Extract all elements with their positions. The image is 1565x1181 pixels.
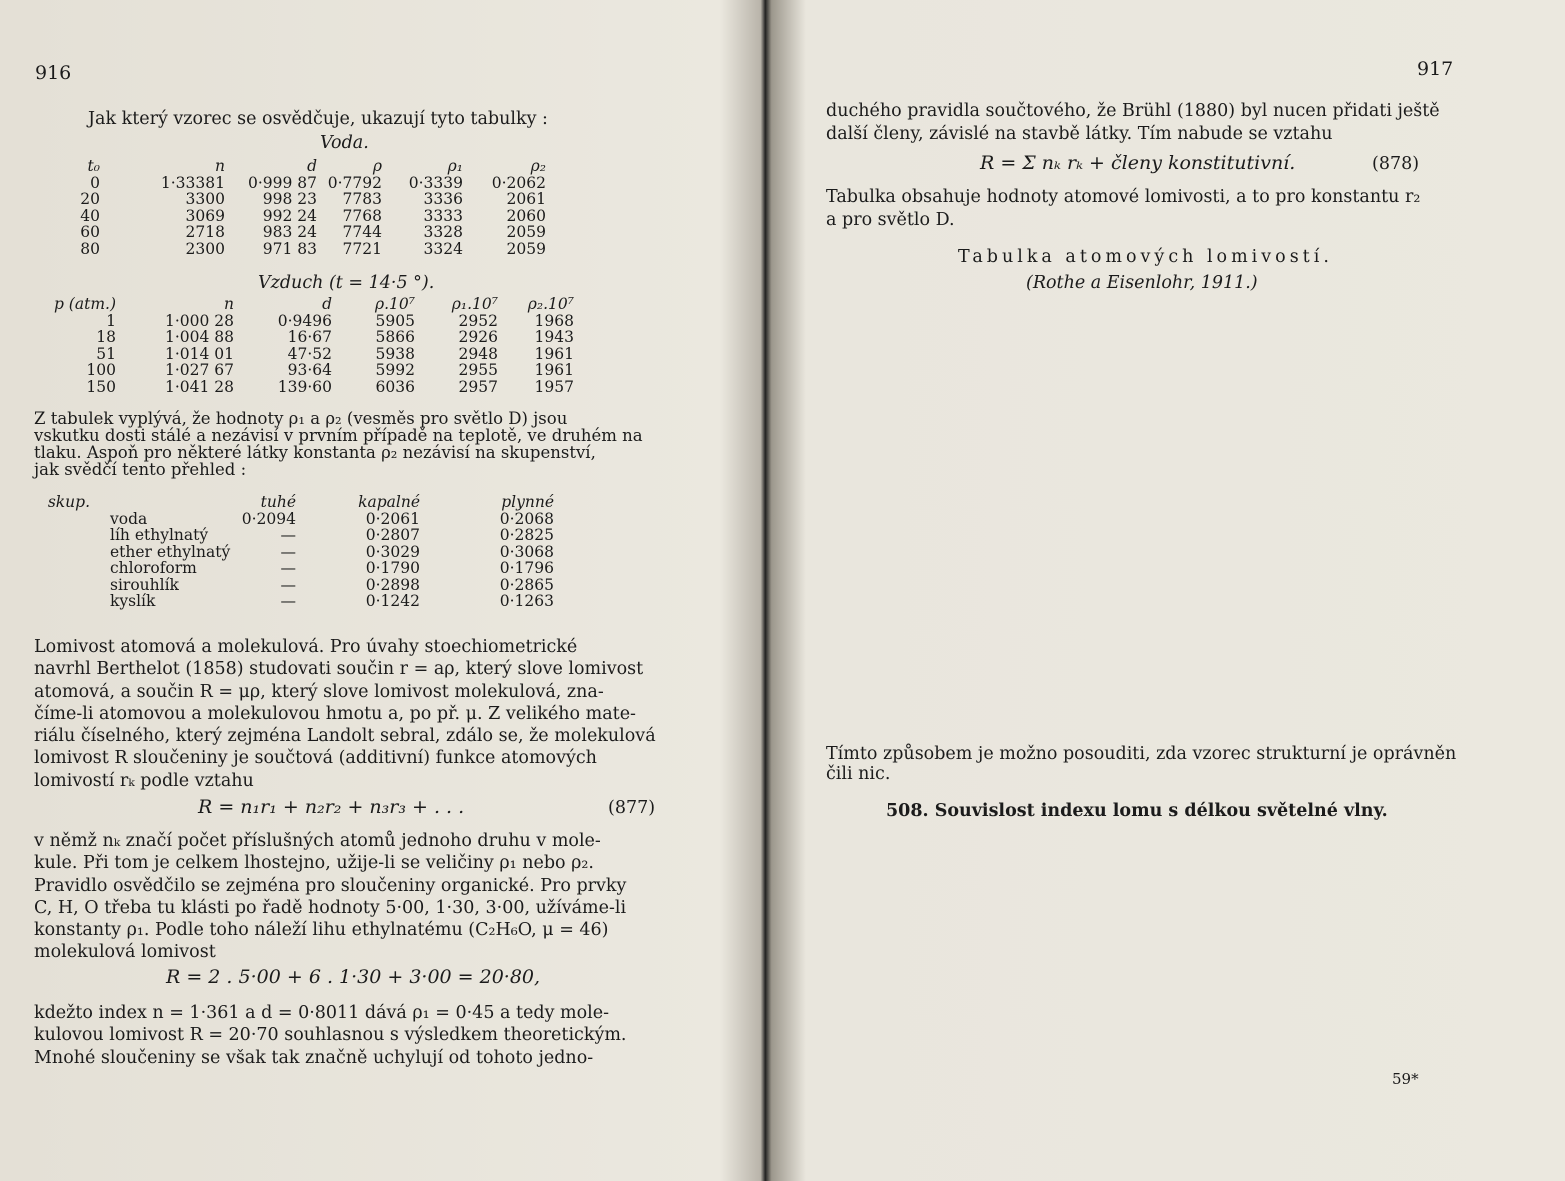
table-cell: 139·60	[277, 377, 332, 396]
table-header-cell: ρ₂.10⁷	[527, 295, 574, 313]
paragraph-bruhl	[826, 100, 1456, 146]
right-page	[762, 0, 1565, 1181]
table-cell: 7783	[342, 190, 382, 208]
footer-signature-mark: 59*	[1392, 1070, 1419, 1088]
table-cell: 3328	[423, 223, 463, 241]
table-cell: —	[280, 592, 296, 610]
table-cell: 1·004 88	[164, 328, 234, 346]
paragraph-atomic-refraction	[34, 636, 654, 792]
text-line: kule. Při tom je celkem lhostejno, užije-li se veličiny ρ₁ nebo ρ₂.	[34, 853, 594, 874]
equation-878: R = Σ nₖ rₖ + členy konstitutivní.	[980, 152, 1296, 174]
text-line: číme-li atomovou a molekulovou hmotu a, po př. μ. Z velikého mate-	[34, 703, 636, 724]
text-line: lomivostí rₖ podle vztahu	[34, 770, 254, 791]
table-cell: 1961	[534, 344, 574, 363]
table-cell: 3324	[423, 239, 463, 258]
table-cell: 3336	[423, 190, 463, 208]
paragraph-deviation	[34, 1002, 654, 1069]
table-cell: 1·33381	[160, 173, 225, 192]
table-cell: 1943	[534, 328, 574, 346]
table-cell: 60	[80, 223, 100, 241]
table-cell: 5866	[375, 328, 415, 346]
table-cell: 1·041 28	[164, 377, 234, 396]
table-cell: 992 24	[262, 206, 317, 225]
air-table	[53, 295, 578, 396]
table-cell: 5938	[375, 344, 415, 363]
table-cell: 100	[86, 361, 116, 379]
table-cell: 1·027 67	[164, 361, 234, 379]
text-line: Z tabulek vyplývá, že hodnoty ρ₁ a ρ₂ (vesměs pro světlo D) jsou	[34, 409, 568, 428]
table-header-row	[87, 157, 590, 175]
equation-ethanol: R = 2 . 5·00 + 6 . 1·30 + 3·00 = 20·80,	[166, 966, 541, 988]
text-line: C, H, O třeba tu klásti po řadě hodnoty 5·00, 1·30, 3·00, užíváme-li	[34, 897, 627, 918]
table-cell: —	[280, 575, 296, 594]
table-cell: 0·2898	[365, 575, 420, 594]
table-cell: —	[280, 542, 296, 561]
table-row	[110, 511, 590, 528]
equation-877-number: (877)	[608, 798, 656, 818]
paragraph-conclusion	[826, 744, 1466, 784]
table-cell: chloroform	[110, 559, 197, 577]
table-cell: sirouhlík	[110, 575, 179, 594]
table-row	[110, 527, 590, 544]
table-header-cell: p (atm.)	[53, 295, 116, 313]
table-cell: 0·1796	[499, 559, 554, 577]
table-cell: 1	[106, 311, 116, 330]
table-cell: 93·64	[287, 361, 332, 379]
water-table-title: Voda.	[320, 133, 369, 153]
air-table-title: Vzduch (t = 14·5 °).	[258, 273, 435, 293]
table-cell: 1961	[534, 361, 574, 379]
table-cell: 0·2094	[241, 509, 296, 528]
table-cell: 2060	[506, 206, 546, 225]
table-cell: 2957	[458, 377, 498, 396]
table-row	[58, 313, 578, 330]
table-cell: 2952	[458, 311, 498, 330]
table-cell: voda	[110, 509, 148, 528]
table-cell: 983 24	[262, 223, 317, 241]
table-cell: 7768	[342, 206, 382, 225]
equation-877: R = n₁r₁ + n₂r₂ + n₃r₃ + . . .	[198, 796, 465, 818]
text-line: v němž nₖ značí počet příslušných atomů jednoho druhu v mole-	[34, 831, 601, 851]
page-number-right: 917	[1417, 58, 1454, 80]
table-header-row	[47, 493, 590, 511]
table-cell: 80	[80, 239, 100, 258]
table-row	[110, 593, 590, 610]
table-row	[80, 239, 590, 258]
table-cell: 0·1790	[365, 559, 420, 577]
table-cell: 20	[80, 190, 100, 208]
table-cell: 16·67	[287, 328, 332, 346]
table-cell: 1·000 28	[164, 311, 234, 330]
text-line: navrhl Berthelot (1858) studovati součin r = aρ, který slove lomivost	[34, 659, 644, 680]
text-line: atomová, a součin R = μρ, který slove lomivost molekulová, zna-	[34, 681, 604, 702]
table-cell: 150	[86, 377, 116, 396]
table-cell: 2955	[458, 361, 498, 379]
table-header-cell: d	[322, 295, 332, 313]
table-header-cell: n	[215, 157, 225, 175]
table-row	[110, 544, 590, 561]
table-cell: 0·1263	[499, 592, 554, 610]
table-cell: 0·9496	[277, 311, 332, 330]
table-cell: líh ethylnatý	[110, 526, 209, 544]
table-cell: 3333	[423, 206, 463, 225]
table-row	[80, 223, 590, 241]
table-cell: 6036	[375, 377, 415, 396]
table-header-cell: ρ₁	[447, 157, 463, 175]
table-cell: 0·3068	[499, 542, 554, 561]
table-cell: 3300	[185, 190, 225, 208]
table-row	[80, 190, 590, 208]
table-cell: 51	[96, 344, 116, 363]
table-row	[90, 175, 590, 192]
table-cell: 0·2825	[499, 526, 554, 544]
table-cell: 0·2068	[499, 509, 554, 528]
table-row	[110, 560, 590, 577]
table-cell: 7721	[342, 239, 382, 258]
table-cell: 47·52	[287, 344, 332, 363]
table-cell: 2926	[458, 328, 498, 346]
table-cell: 5905	[375, 311, 415, 330]
table-header-cell: n	[224, 295, 234, 313]
table-header-cell: d	[307, 157, 317, 175]
table-cell: 0·2062	[491, 173, 546, 192]
table-row	[58, 362, 578, 379]
table-cell: 3069	[185, 206, 225, 225]
table-cell: 2300	[185, 239, 225, 258]
text-line: Pravidlo osvědčilo se zejména pro sloučeniny organické. Pro prvky	[34, 875, 627, 896]
intro-text: Jak který vzorec se osvědčuje, ukazují tyto tabulky :	[88, 109, 548, 129]
table-cell: 1·014 01	[164, 344, 234, 363]
table-cell: 0	[90, 173, 100, 192]
text-line: Tímto způsobem je možno posouditi, zda vzorec strukturní je oprávněn	[826, 744, 1457, 764]
table-cell: 2061	[506, 190, 546, 208]
table-header-cell: t₀	[87, 157, 100, 175]
table-header-cell: skup.	[47, 493, 90, 511]
table-header-cell: ρ₁.10⁷	[451, 295, 498, 313]
text-line: a pro světlo D.	[826, 210, 955, 230]
table-cell: 0·2807	[365, 526, 420, 544]
text-line: duchého pravidla součtového, že Brühl (1880) byl nucen přidati ještě	[826, 101, 1440, 121]
left-page	[0, 0, 752, 1181]
text-line: čili nic.	[826, 764, 891, 784]
atomic-table-title: Tabulka atomových lomivostí.	[958, 247, 1333, 267]
water-table	[80, 157, 590, 258]
table-cell: 998 23	[262, 190, 317, 208]
table-cell: 7744	[342, 223, 382, 241]
text-line: Tabulka obsahuje hodnoty atomové lomivosti, a to pro konstantu r₂	[826, 187, 1421, 207]
table-header-cell: ρ	[372, 157, 382, 175]
table-cell: 0·3029	[365, 542, 420, 561]
section-508-heading: 508. Souvislost indexu lomu s délkou světelné vlny.	[886, 801, 1388, 821]
table-header-cell: tuhé	[260, 493, 296, 511]
text-line: kulovou lomivost R = 20·70 souhlasnou s výsledkem theoretickým.	[34, 1025, 627, 1046]
text-line: Mnohé sloučeniny se však tak značně uchylují od tohoto jedno-	[34, 1047, 594, 1068]
table-cell: 1968	[534, 311, 574, 330]
table-header-cell: kapalné	[358, 493, 420, 511]
table-row	[58, 329, 578, 346]
table-cell: 971 83	[262, 239, 317, 258]
table-cell: —	[280, 526, 296, 544]
table-cell: 18	[96, 328, 116, 346]
text-line: tlaku. Aspoň pro některé látky konstanta ρ₂ nezávisí na skupenství,	[34, 443, 596, 462]
text-line: riálu číselného, který zejména Landolt sebral, zdálo se, že molekulová	[34, 726, 656, 747]
table-cell: 0·2865	[499, 575, 554, 594]
text-line: kdežto index n = 1·361 a d = 0·8011 dává ρ₁ = 0·45 a tedy mole-	[34, 1003, 610, 1023]
text-line: vskutku dosti stálé a nezávisí v prvním případě na teplotě, ve druhém na	[34, 426, 643, 445]
equation-878-number: (878)	[1372, 154, 1420, 174]
table-cell: kyslík	[110, 592, 156, 610]
text-line: konstanty ρ₁. Podle toho náleží lihu ethylnatému (C₂H₆O, μ = 46)	[34, 920, 609, 941]
table-row	[110, 577, 590, 594]
paragraph-sum-rule	[34, 830, 654, 964]
table-cell: 2059	[506, 223, 546, 241]
page-number-left: 916	[35, 62, 72, 84]
table-cell: —	[280, 559, 296, 577]
atomic-table-subtitle: (Rothe a Eisenlohr, 1911.)	[1026, 273, 1258, 293]
table-cell: 0·3339	[408, 173, 463, 192]
text-line: jak svědčí tento přehled :	[34, 460, 247, 479]
table-cell: 1957	[534, 377, 574, 396]
table-cell: ether ethylnatý	[110, 542, 231, 561]
table-row	[80, 206, 590, 225]
table-cell: 0·7792	[327, 173, 382, 192]
text-line: lomivost R sloučeniny je součtová (additivní) funkce atomových	[34, 748, 597, 769]
text-line: další členy, závislé na stavbě látky. Tím nabude se vztahu	[826, 124, 1333, 144]
table-cell: 2718	[185, 223, 225, 241]
table-header-cell: ρ.10⁷	[375, 295, 415, 313]
table-header-cell: plynné	[501, 493, 554, 511]
paragraph-table-intro	[826, 186, 1456, 232]
table-cell: 2059	[506, 239, 546, 258]
text-line: Lomivost atomová a molekulová. Pro úvahy stoechiometrické	[34, 637, 578, 657]
table-cell: 2948	[458, 344, 498, 363]
table-cell: 0·2061	[365, 509, 420, 528]
table-row	[58, 346, 578, 363]
table-header-row	[53, 295, 578, 313]
table-cell: 0·999 87	[247, 173, 317, 192]
table-cell: 40	[80, 206, 100, 225]
table-cell: 0·1242	[365, 592, 420, 610]
state-table	[47, 493, 590, 610]
table-row	[58, 379, 578, 396]
paragraph-stability	[34, 410, 654, 478]
table-cell: 5992	[375, 361, 415, 379]
table-header-cell: ρ₂	[530, 157, 546, 175]
text-line: molekulová lomivost	[34, 942, 216, 963]
